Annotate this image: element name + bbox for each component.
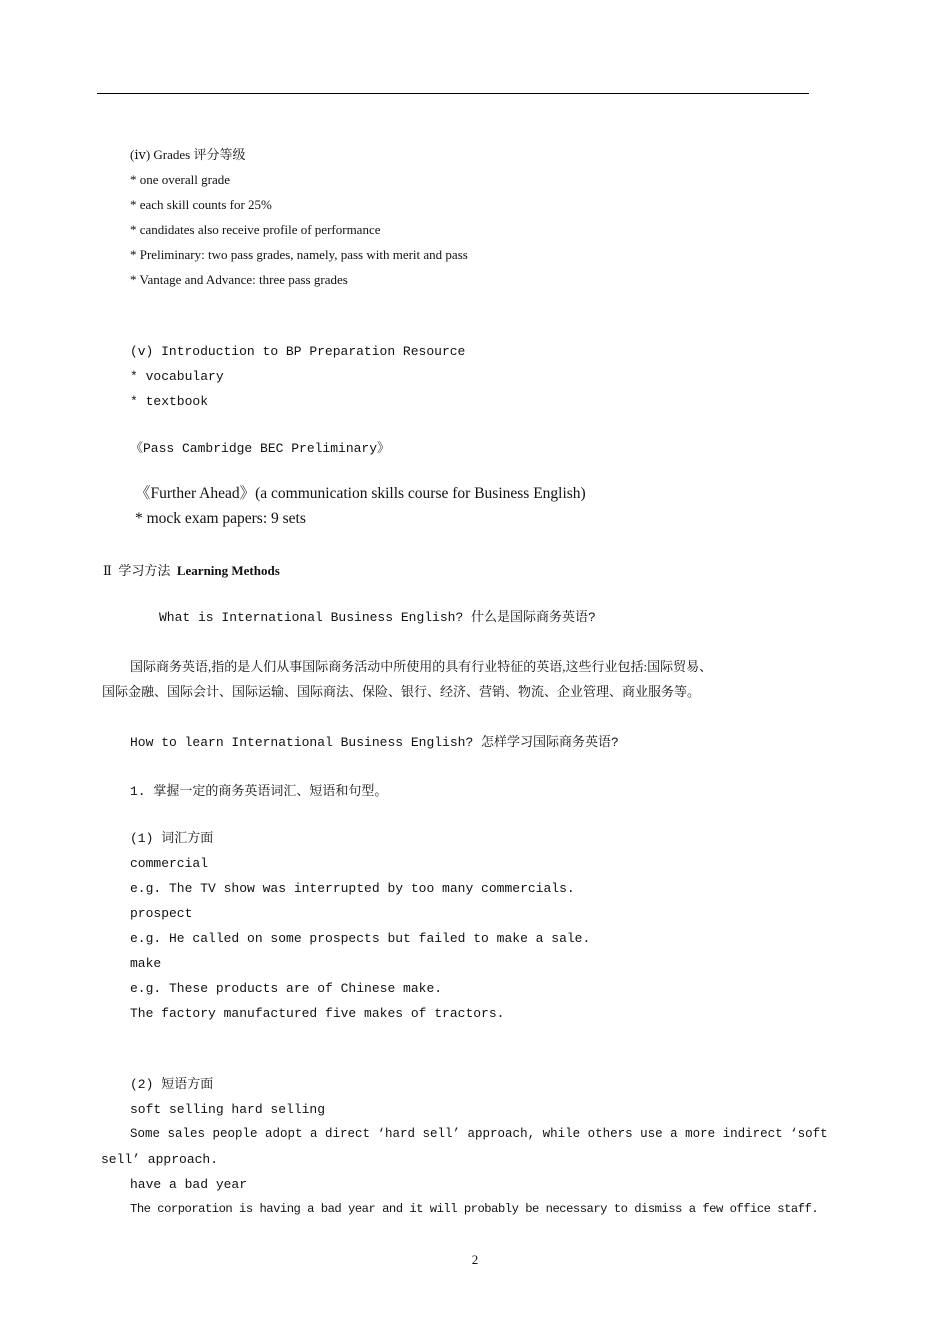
vocab-heading: (1) 词汇方面 bbox=[130, 831, 214, 846]
heading-en: Learning Methods bbox=[176, 563, 280, 578]
point-line: 1. 掌握一定的商务英语词汇、短语和句型。 bbox=[130, 784, 388, 799]
bullet-item: * vocabulary bbox=[130, 369, 224, 384]
definition-line: 国际商务英语,指的是人们从事国际商务活动中所使用的具有行业特征的英语,这些行业包括:国际贸易、 bbox=[130, 659, 713, 674]
bullet-item: * Vantage and Advance: three pass grades bbox=[130, 272, 348, 287]
bullet-item: * candidates also receive profile of performance bbox=[130, 222, 381, 237]
section-numeral: Ⅱ bbox=[103, 563, 112, 578]
vocab-line: e.g. The TV show was interrupted by too many commercials. bbox=[130, 881, 575, 896]
vocab-line: The factory manufactured five makes of tractors. bbox=[130, 1006, 505, 1021]
question-line: What is International Business English? 什么是国际商务英语? bbox=[159, 610, 596, 625]
vocab-line: e.g. These products are of Chinese make. bbox=[130, 981, 443, 996]
phrase-line: soft selling hard selling bbox=[130, 1102, 326, 1117]
phrase-heading: (2) 短语方面 bbox=[130, 1077, 214, 1092]
page-number: 2 bbox=[471, 1252, 479, 1267]
definition-line: 国际金融、国际会计、国际运输、国际商法、保险、银行、经济、营销、物流、企业管理、商业服务等。 bbox=[102, 684, 701, 699]
header-rule bbox=[97, 93, 809, 94]
section-iv-heading: (ⅳ) Grades 评分等级 bbox=[130, 147, 246, 162]
bullet-item: * Preliminary: two pass grades, namely, pass with merit and pass bbox=[130, 247, 468, 262]
phrase-line: The corporation is having a bad year and it will probably be necessary to dismiss a few office staff. bbox=[130, 1202, 819, 1216]
vocab-line: prospect bbox=[130, 906, 193, 921]
section-ii-heading bbox=[103, 564, 280, 577]
vocab-line: commercial bbox=[130, 856, 209, 871]
bullet-item: * one overall grade bbox=[130, 172, 230, 187]
bullet-item: * each skill counts for 25% bbox=[130, 197, 272, 212]
phrase-line: have a bad year bbox=[130, 1177, 248, 1192]
vocab-line: e.g. He called on some prospects but failed to make a sale. bbox=[130, 931, 591, 946]
bullet-item: * textbook bbox=[130, 394, 209, 409]
phrase-line: sell’ approach. bbox=[101, 1152, 219, 1167]
book-title: 《Further Ahead》(a communication skills course for Business English) bbox=[135, 485, 586, 502]
question-line: How to learn International Business English? 怎样学习国际商务英语? bbox=[130, 735, 619, 750]
heading-cn: 学习方法 bbox=[118, 563, 171, 578]
book-title: 《Pass Cambridge BEC Preliminary》 bbox=[130, 441, 391, 456]
vocab-line: make bbox=[130, 956, 162, 971]
mock-exam-line: * mock exam papers: 9 sets bbox=[135, 510, 306, 527]
phrase-line: Some sales people adopt a direct ‘hard sell’ approach, while others use a more indirect ‘soft bbox=[130, 1127, 828, 1141]
section-v-heading: (ⅴ) Introduction to BP Preparation Resource bbox=[130, 344, 466, 359]
